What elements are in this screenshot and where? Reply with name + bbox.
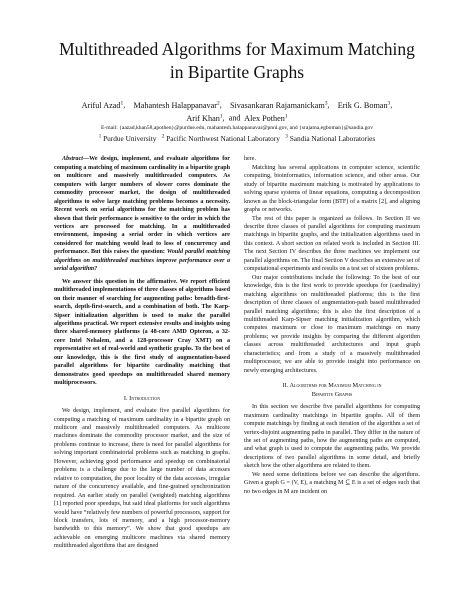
abstract-paragraph-1: Abstract—We design, implement, and evaluate algorithms for computing a matching of maximum cardinality in a bipartite graph on multicore and massively multithreaded computers. As computers with larger numbers of slower cores dominate the commodity processor market, the design of multithreaded algorithms to solve large matching problems becomes a necessity. Recent work on serial algorithms for the matching problem has shown that their performance is sensitive to the order in which the vertices are processed for matching. In a multithreaded environment, imposing a serial order in which vertices are considered for matching would lead to loss of concurrency and performance. But this raises the question: Would parallel matching algorithms on multithreaded machines improve performance over a serial algorithm?: [54, 156, 230, 273]
author-emails: E-mail: {aazad,khan58,apothen}@purdue.edu, mahantesh.halappanavar@pnnl.gov, and {srajama,egboman}@sandia.gov: [100, 125, 374, 132]
paper-title: [54, 0, 420, 84]
body-columns: [54, 155, 420, 550]
affiliations: [54, 133, 420, 143]
title-line-2: in Bipartite Graphs: [169, 62, 305, 82]
right-paragraph-4: In this section we describe five parallel algorithms for computing maximum cardinality matchings in bipartite graphs. All of them compute matchings by finding at each iteration of the algorithm a set of vertex-disjoint augmenting paths in parallel. They differ in the nature of the set of augmenting paths, how the augmenting paths are computed, and what graph is used to compute the augmenting paths. We provide descriptions of two parallel algorithms in some detail, and briefly sketch how the other algorithms are related to them.: [244, 404, 420, 470]
left-column: [54, 155, 230, 550]
author-3: Sivasankaran Rajamanickam$^3$: [229, 100, 328, 110]
author-4: Erik G. Boman$^3$: [337, 100, 391, 110]
title-line-1: Multithreaded Algorithms for Maximum Matching: [59, 39, 415, 59]
author-list: Ariful Azad$^1$, Mahantesh Halappanavar$^2$, Sivasankaran Rajamanickam$^3$, Erik G. Boman$^3$, Arif Khan$^1$, and Alex Pothen$^1$: [81, 100, 393, 123]
right-paragraph-0: here.: [244, 156, 257, 163]
right-column: [244, 155, 420, 550]
right-paragraph-2: The rest of this paper is organized as follows. In Section II we describe three classes of parallel algorithms for computing maximum matchings in bipartite graphs, and the initialization algorithms used in this context. A short section on related work is included in Section III. The next Section IV describes the three machines we implement our parallel algorithms on. The final Section V describes an extensive set of computational experiments and results on a test set of sixteen problems.: [244, 215, 420, 273]
abstract-label: Abstract: [62, 156, 83, 163]
affiliation-2: $^2$ Pacific Northwest National Laboratory: [161, 134, 280, 144]
right-paragraph-3: Our major contributions include the following: To the best of our knowledge, this is the first work to provide speedups for (cardinality) matching algorithms on multithreaded platforms; this is the first description of three classes of augmentation-path based multithreaded parallel matching algorithms; this is also the first description of a multithreaded Karp-Sipser matching initialization algorithm, which computes maximum or close to maximum matchings on many problems; we provide insights by comparing the different algorithm classes across multithreaded architectures and input graph characteristics; and from a study of a massively multithreaded multiprocessor, we are able to provide insight into performance on newly emerging architectures.: [244, 274, 420, 374]
author-2: Mahantesh Halappanavar$^2$: [133, 100, 220, 110]
right-paragraph-1: Matching has several applications in computer science, scientific computing, bioinformatics, information science, and other areas. Our study of bipartite maximum matching is motivated by applications to solving sparse systems of linear equations, computing a decomposition known as the block-triangular form (BTF) of a matrix [2], and aligning graphs or networks.: [244, 164, 420, 214]
author-6: Alex Pothen$^1$: [244, 113, 288, 123]
abstract-question: Would parallel matching algorithms on multithreaded machines improve performance over a serial algorithm?: [54, 249, 230, 273]
section-heading-algorithms: II. Algorithms for Maximum Matching in Bipartite Graphs: [282, 382, 382, 398]
intro-paragraph-1: We design, implement, and evaluate five parallel algorithms for computing a matching of maximum cardinality in a bipartite graph on multicore and massively multithreaded computers. As multicore machines dominate the commodity processor market, and the size of problems continue to increase, there is need for parallel algorithms for solving important combinatorial problems such as matching in graphs. However, achieving good performance and speedup on combinatorial problems is a challenge due to the large number of data accesses relative to computation, the poor locality of the data accesses, irregular nature of the concurrency available, and fine-grained synchronization required. An earlier study on parallel (weighted) matching algorithms [1] reported poor speedups, but said ideal platforms for such algorithms would have “relatively few numbers of powerful processors, support for block transfers, lots of memory, and a high processor-memory bandwidth to this memory”. We show that good speedups are achievable on emerging multicore machines via shared memory multithreaded algorithms that are designed: [54, 408, 230, 550]
abstract-paragraph-2: We answer this question in the affirmative. We report efficient multithreaded implementations of three classes of algorithms based on their manner of searching for augmenting paths: breadth-first-search, depth-first-search, and a combination of both. The Karp-Sipser initialization algorithm is used to make the parallel algorithms practical. We report extensive results and insights using three shared-memory platforms (a 48-core AMD Opteron, a 32-core Intel Nehalem, and a 128-processor Cray XMT) on a representative set of real-world and synthetic graphs. To the best of our knowledge, this is the first study of augmentation-based parallel algorithms for bipartite cardinality matching that demonstrates good speedups on multithreaded shared memory multiprocessors.: [54, 278, 230, 387]
section-heading-introduction: I. Introduction: [123, 394, 161, 402]
affiliation-1: $^1$ Purdue University: [98, 134, 157, 144]
author-1: Ariful Azad$^1$: [81, 100, 124, 110]
author-5: Arif Khan$^1$: [186, 113, 223, 123]
affiliation-3: $^3$ Sandia National Laboratories: [285, 134, 376, 144]
right-paragraph-5: We need some definitions before we can describe the algorithms. Given a graph G = (V, E), a matching M ⊆ E is a set of edges such that no two edges in M are incident on: [244, 471, 420, 495]
